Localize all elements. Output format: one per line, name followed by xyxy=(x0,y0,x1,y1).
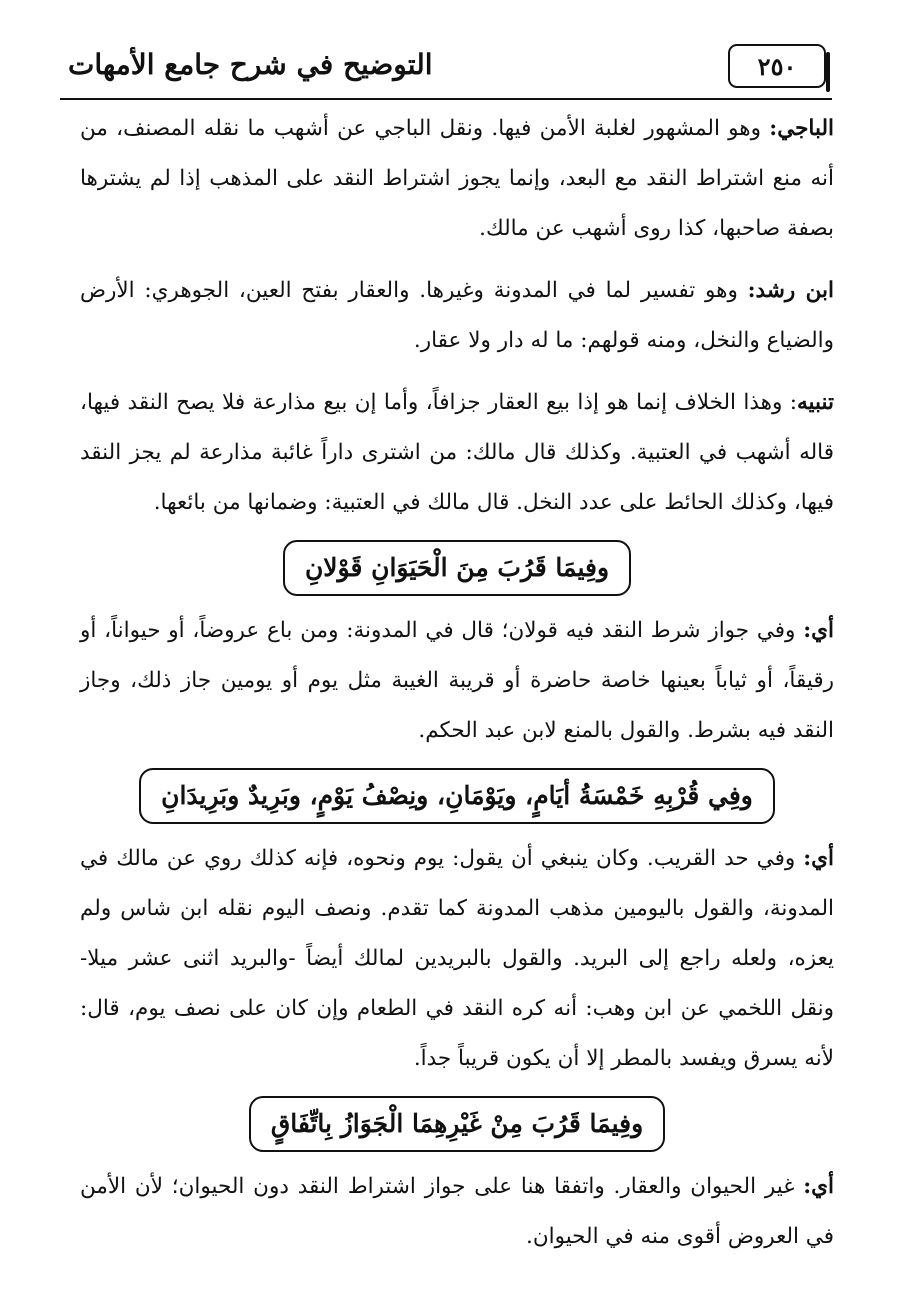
paragraph-text: : وهذا الخلاف إنما هو إذا بيع العقار جزافاً، وأما إن بيع مذارعة فلا يصح النقد فيها، قاله أشهب في العتبية. وكذلك قال مالك: من اشترى داراً غائبة مذارعة لم يجز النقد فيها، وكذلك الحائط على عدد النخل. قال مالك في العتبية: وضمانها من بائعها. xyxy=(80,390,834,515)
paragraph-text: وهو تفسير لما في المدونة وغيرها. والعقار بفتح العين، الجوهري: الأرض والضياع والنخل، ومنه قولهم: ما له دار ولا عقار. xyxy=(80,278,834,353)
page-number-box xyxy=(728,44,826,88)
paragraph-lead: تنبيه xyxy=(797,390,834,415)
paragraph-commentary-1 xyxy=(80,606,834,756)
paragraph-lead: أي: xyxy=(803,1174,834,1199)
paragraph-text: وفي جواز شرط النقد فيه قولان؛ قال في المدونة: ومن باع عروضاً، أو حيواناً، أو رقيقاً، أو ثياباً بعينها خاصة حاضرة أو قريبة الغيبة مثل يوم أو يومين جاز ذلك، وجاز النقد فيه بشرط. والقول بالمنع لابن عبد الحكم. xyxy=(80,618,834,743)
paragraph-note xyxy=(80,378,834,528)
paragraph-lead: أي: xyxy=(803,846,834,871)
paragraph-baji xyxy=(80,104,834,254)
page-number: ٢٥٠ xyxy=(757,51,797,81)
paragraph-ibn-rushd xyxy=(80,266,834,366)
page-body xyxy=(80,104,834,1274)
paragraph-text: غير الحيوان والعقار. واتفقا هنا على جواز اشتراط النقد دون الحيوان؛ لأن الأمن في العروض أقوى منه في الحيوان. xyxy=(80,1174,834,1249)
matn-block-3 xyxy=(80,1096,834,1152)
matn-block-2 xyxy=(80,768,834,824)
matn-text: وفِيمَا قَرُبَ مِنْ غَيْرِهِمَا الْجَوَازُ بِاتِّفَاقٍ xyxy=(249,1096,665,1152)
header-rule xyxy=(60,98,832,100)
paragraph-commentary-3 xyxy=(80,1162,834,1262)
paragraph-lead: أي: xyxy=(803,618,834,643)
matn-block-1 xyxy=(80,540,834,596)
matn-text: وفِي قُرْبِهِ خَمْسَةُ أيَامٍ، ويَوْمَانِ، ونِصْفُ يَوْمٍ، وبَرِيدٌ وبَرِيدَانِ xyxy=(139,768,775,824)
matn-text: وفِيمَا قَرُبَ مِنَ الْحَيَوَانِ قَوْلانِ xyxy=(283,540,631,596)
paragraph-commentary-2 xyxy=(80,834,834,1084)
page-header xyxy=(60,38,832,100)
running-title: التوضيح في شرح جامع الأمهات xyxy=(68,48,433,81)
paragraph-text: وفي حد القريب. وكان ينبغي أن يقول: يوم ونحوه، فإنه كذلك روي عن مالك في المدونة، والقول باليومين مذهب المدونة كما تقدم. ونصف اليوم نقله ابن شاس ولم يعزه، ولعله راجع إلى البريد. والقول بالبريدين لمالك أيضاً -والبريد اثنى عشر ميلا- ونقل اللخمي عن ابن وهب: أنه كره النقد في الطعام وإن كان على نصف يوم، قال: لأنه يسرق ويفسد بالمطر إلا أن يكون قريباً جداً. xyxy=(80,846,834,1071)
paragraph-lead: ابن رشد: xyxy=(747,278,834,303)
paragraph-text: وهو المشهور لغلبة الأمن فيها. ونقل الباجي عن أشهب ما نقله المصنف، من أنه منع اشتراط النقد مع البعد، وإنما يجوز اشتراط النقد على المذهب إذا لم يشترها بصفة صاحبها، كذا روى أشهب عن مالك. xyxy=(80,116,834,241)
paragraph-lead: الباجي: xyxy=(769,116,834,141)
